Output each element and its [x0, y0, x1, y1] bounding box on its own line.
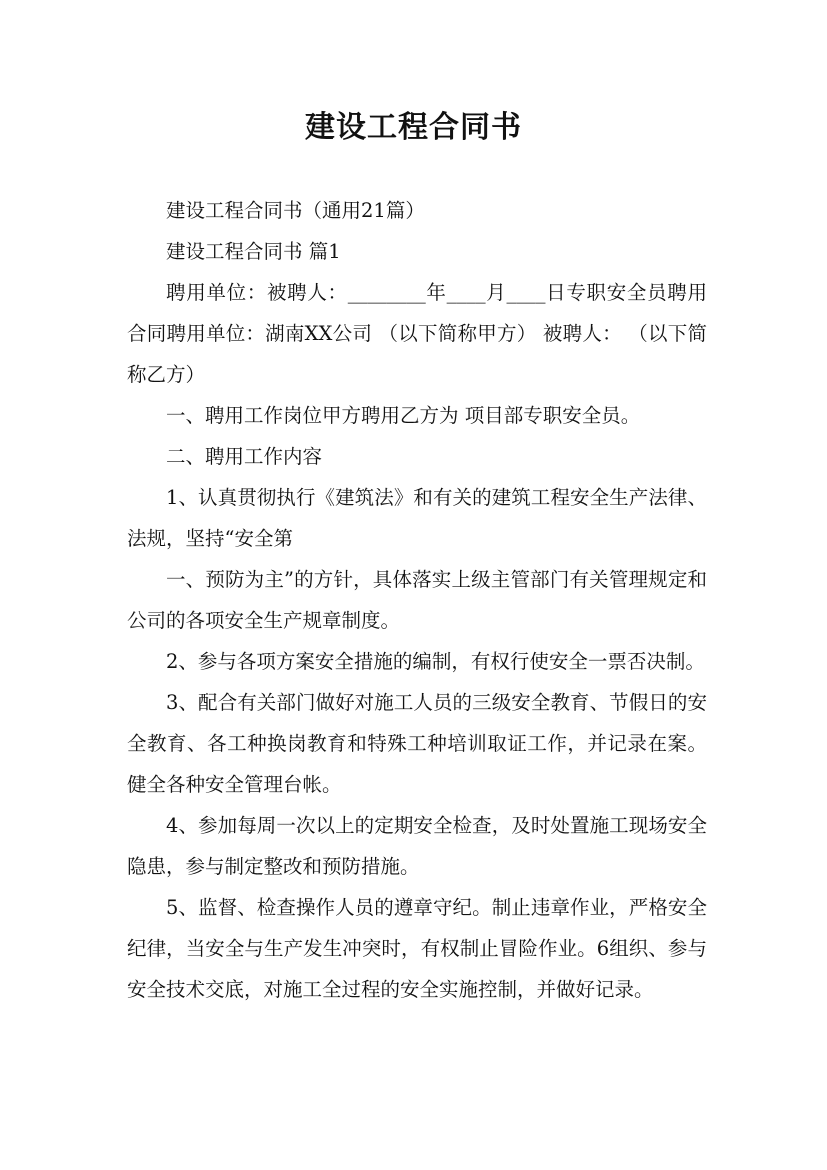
paragraph-parties: 聘用单位：被聘人：________年____月____日专职安全员聘用合同聘用单位：湖南XX公司 （以下简称甲方） 被聘人： （以下简称乙方）: [127, 281, 707, 386]
paragraph-item-1: 1、认真贯彻执行《建筑法》和有关的建筑工程安全生产法律、法规，坚持“安全第: [127, 486, 707, 550]
document-body: [127, 190, 707, 1010]
paragraph-item-4: 4、参加每周一次以上的定期安全检查，及时处置施工现场安全隐患，参与制定整改和预防措施。: [127, 814, 707, 878]
paragraph-item-1-cont: 一、预防为主”的方针，具体落实上级主管部门有关管理规定和公司的各项安全生产规章制度。: [127, 568, 707, 632]
document-title: 建设工程合同书: [305, 110, 522, 145]
paragraph-item-3: 3、配合有关部门做好对施工人员的三级安全教育、节假日的安全教育、各工种换岗教育和特殊工种培训取证工作，并记录在案。健全各种安全管理台帐。: [127, 691, 707, 796]
paragraph-section-2: 二、聘用工作内容: [166, 445, 323, 468]
paragraph-series-heading: 建设工程合同书（通用21篇）: [166, 199, 425, 222]
paragraph-section-1: 一、聘用工作岗位甲方聘用乙方为 项目部专职安全员。: [166, 404, 641, 427]
paragraph-item-5: 5、监督、检查操作人员的遵章守纪。制止违章作业，严格安全纪律，当安全与生产发生冲突时，有权制止冒险作业。6组织、参与安全技术交底，对施工全过程的安全实施控制，并做好记录。: [127, 896, 707, 1001]
paragraph-article-heading: 建设工程合同书 篇1: [166, 240, 341, 263]
paragraph-item-2: 2、参与各项方案安全措施的编制，有权行使安全一票否决制。: [166, 650, 705, 673]
